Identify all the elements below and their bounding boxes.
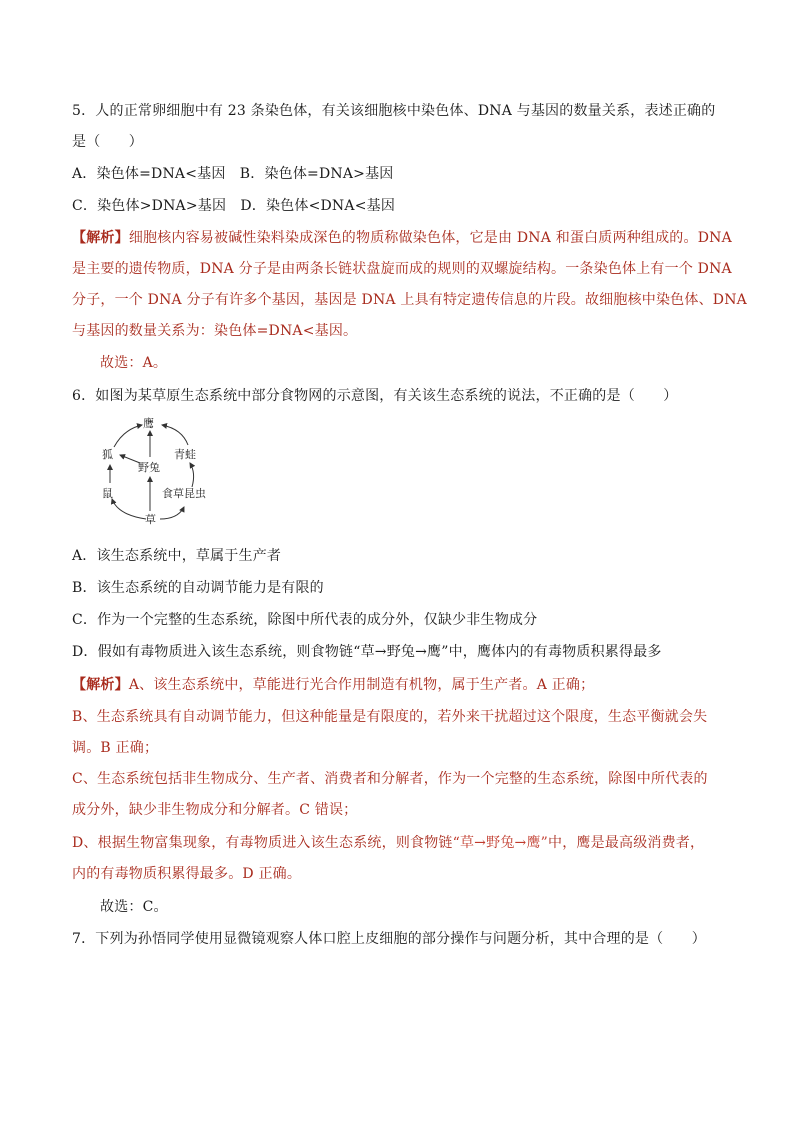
arrow-fox-to-eagle (114, 425, 142, 447)
q6-analysis-c2: 成分外，缺少非生物成分和分解者。C 错误； (72, 802, 358, 818)
food-web-svg (98, 415, 228, 527)
q6-analysis-a: A、该生态系统中，草能进行光合作用制造有机物，属于生产者。A 正确； (128, 677, 595, 693)
q5-stem-line1: 5．人的正常卵细胞中有 23 条染色体，有关该细胞核中染色体、DNA 与基因的数量关系，表述正确的 (72, 103, 716, 119)
q6-analysis-tag: 【解析】 (72, 677, 129, 693)
arrow-grass-to-insect (160, 507, 184, 519)
q6-option-a: A．该生态系统中，草属于生产者 (72, 548, 282, 564)
arrow-frog-to-eagle (162, 425, 188, 445)
arrow-insect-to-frog (190, 463, 194, 487)
q6-option-d: D．假如有毒物质进入该生态系统，则食物链“草→野兔→鹰”中，鹰体内的有毒物质积累得最多 (72, 644, 662, 660)
q5-analysis-line1 (72, 228, 732, 248)
node-mouse: 鼠 (102, 487, 113, 500)
q6-analysis-d1 (72, 833, 732, 853)
q5-analysis-tag: 【解析】 (72, 230, 129, 246)
node-rabbit: 野兔 (138, 461, 160, 474)
q5-analysis-text1: 细胞核内容易被碱性染料染成深色的物质称做染色体，它是由 DNA 和蛋白质两种组成的。DNA (128, 230, 732, 246)
q6-answer: 故选：C。 (100, 899, 168, 915)
node-insect: 食草昆虫 (162, 487, 206, 500)
q6-analysis-d2: 内的有毒物质积累得最多。D 正确。 (72, 866, 302, 882)
q7-stem: 7．下列为孙悟同学使用显微镜观察人体口腔上皮细胞的部分操作与问题分析，其中合理的是（ ） (72, 931, 706, 947)
q5-options-line2: C．染色体>DNA>基因 D．染色体<DNA<基因 (72, 198, 396, 214)
q6-analysis-c1: C、生态系统包括非生物成分、生产者、消费者和分解者，作为一个完整的生态系统，除图中所代表的 (72, 771, 708, 787)
q6-analysis-b1: B、生态系统具有自动调节能力，但这种能量是有限度的，若外来干扰超过这个限度，生态平衡就会失 (72, 709, 708, 725)
q5-options-line1: A．染色体=DNA<基因 B．染色体=DNA>基因 (72, 166, 394, 182)
q6-analysis-d1-post: 中，鹰是最高级消费者， (548, 835, 705, 851)
q6-option-b: B．该生态系统的自动调节能力是有限的 (72, 580, 324, 596)
node-fox: 狐 (102, 448, 113, 461)
q6-analysis-b2: 调。B 正确； (72, 740, 159, 756)
node-frog: 青蛙 (174, 448, 196, 461)
q5-analysis-line2: 是主要的遗传物质，DNA 分子是由两条长链状盘旋而成的规则的双螺旋结构。一条染色体上有一个 DNA (72, 261, 732, 277)
node-eagle: 鹰 (143, 417, 154, 430)
food-web-diagram (98, 415, 228, 527)
arrow-grass-to-mouse (112, 499, 146, 519)
q5-analysis-line4: 与基因的数量关系为：染色体=DNA<基因。 (72, 323, 358, 339)
q6-analysis-a-line (72, 675, 732, 695)
q6-stem: 6．如图为某草原生态系统中部分食物网的示意图，有关该生态系统的说法，不正确的是（ ） (72, 388, 678, 404)
q6-option-c: C．作为一个完整的生态系统，除图中所代表的成分外，仅缺少非生物成分 (72, 612, 538, 628)
q5-analysis-line3: 分子，一个 DNA 分子有许多个基因，基因是 DNA 上具有特定遗传信息的片段。故细胞核中染色体、DNA (72, 292, 747, 308)
q5-stem-line2: 是（ ） (72, 134, 143, 150)
q6-analysis-d1-pre: D、根据生物富集现象，有毒物质进入该生态系统，则食物链 (72, 835, 453, 851)
arrow-rabbit-to-fox (120, 455, 140, 463)
q6-analysis-d1-chain: “草→野兔→鹰” (452, 835, 549, 851)
node-grass: 草 (145, 513, 156, 526)
q5-answer: 故选：A。 (100, 355, 168, 371)
